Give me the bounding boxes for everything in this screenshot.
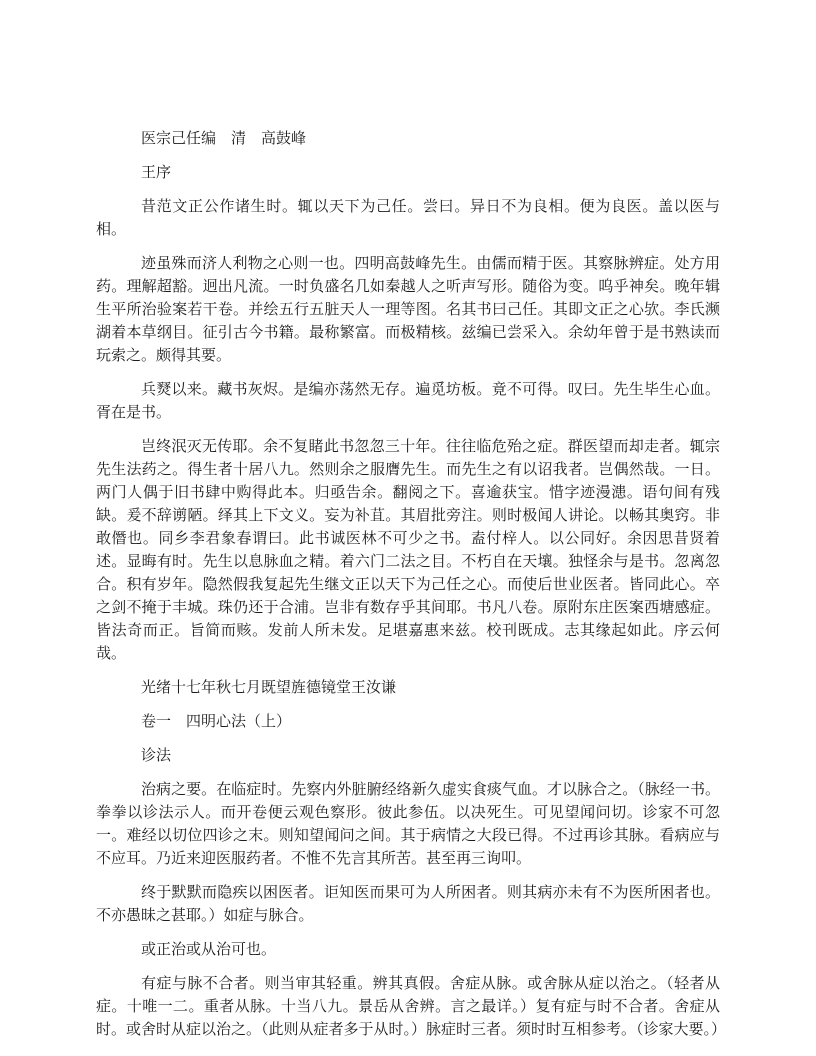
preface-colophon: 光绪十七年秋七月既望旌德镜堂王汝谦 [141,680,397,696]
book-title: 医宗己任编 清 高鼓峰 [141,131,307,147]
preface-paragraph-3: 兵燹以来。藏书灰烬。是编亦荡然无存。遍觅坊板。竟不可得。叹曰。先生毕生心血。胥在是书。 [96,382,720,421]
chapter-heading: 卷一 四明心法（上） [141,714,292,730]
section-paragraph-1: 治病之要。在临症时。先察内外脏腑经络新久虚实食痰气血。才以脉合之。（脉经一书。拳拳以诊法示人。而开卷便云观色察形。彼此参伍。以决死生。可见望闻问切。诊家不可忽一。难经以切位四诊之末。则知望闻问之间。其于病情之大段已得。不过再诊其脉。看病应与不应耳。乃近来迎医服药者。不惟不先言其所苦。甚至再三询叩。 [96,782,720,867]
preface-heading: 王序 [141,165,172,181]
preface-paragraph-2: 迹虽殊而济人利物之心则一也。四明高鼓峰先生。由儒而精于医。其察脉辨症。处方用药。理解超豁。迥出凡流。一时负盛名几如秦越人之听声写形。随俗为变。呜乎神矣。晚年辑生平所治验案若干卷。并绘五行五脏天人一理等图。名其书曰己任。其即文正之心欤。李氏濒湖着本草纲目。征引古今书籍。最称繁富。而极精核。兹编已尝采入。余幼年曾于是书熟读而玩索之。颇得其要。 [96,256,720,364]
section-paragraph-2: 终于默默而隐疾以困医者。讵知医而果可为人所困者。则其病亦未有不为医所困者也。不亦愚昧之甚耶。）如症与脉合。 [96,885,720,924]
section-heading: 诊法 [141,748,172,764]
section-paragraph-4: 有症与脉不合者。则当审其轻重。辨其真假。舍症从脉。或舍脉从症以治之。（轻者从症。十唯一二。重者从脉。十当八九。景岳从舍辨。言之最详。）复有症与时不合者。舍症从时。或舍时从症以治之。（此则从症者多于从时。）脉症时三者。须时时互相参考。（诊家大要。） [96,976,727,1038]
preface-paragraph-4: 岂终泯灭无传耶。余不复睹此书忽忽三十年。往往临危殆之症。群医望而却走者。辄宗先生法药之。得生者十居八九。然则余之服膺先生。而先生之有以诏我者。岂偶然哉。一日。两门人偶于旧书肆中购得此本。归亟告余。翻阅之下。喜逾获宝。惜字迹漫漶。语句间有残缺。爰不辞谫陋。绎其上下文义。妄为补苴。其眉批旁注。则时极闻人讲论。以畅其奥窍。非敢僭也。同乡李君象春谓曰。此书诚医林不可少之书。盍付梓人。以公同好。余因思昔贤着述。显晦有时。先生以息脉血之精。着六门二法之目。不朽自在天壤。独怪余与是书。忽离忽合。积有岁年。隐然假我复起先生继文正以天下为己任之心。而使后世业医者。皆同此心。卒之剑不掩于丰城。珠仍还于合浦。岂非有数存乎其间耶。书凡八卷。原附东庄医案西塘感症。皆法奇而正。旨简而赅。发前人所未发。足堪嘉惠来兹。校刊既成。志其缘起如此。序云何哉。 [96,439,720,662]
preface-paragraph-1: 昔范文正公作诸生时。辄以天下为己任。尝曰。异日不为良相。便为良医。盖以医与相。 [96,199,720,238]
section-paragraph-3: 或正治或从治可也。 [141,942,277,958]
